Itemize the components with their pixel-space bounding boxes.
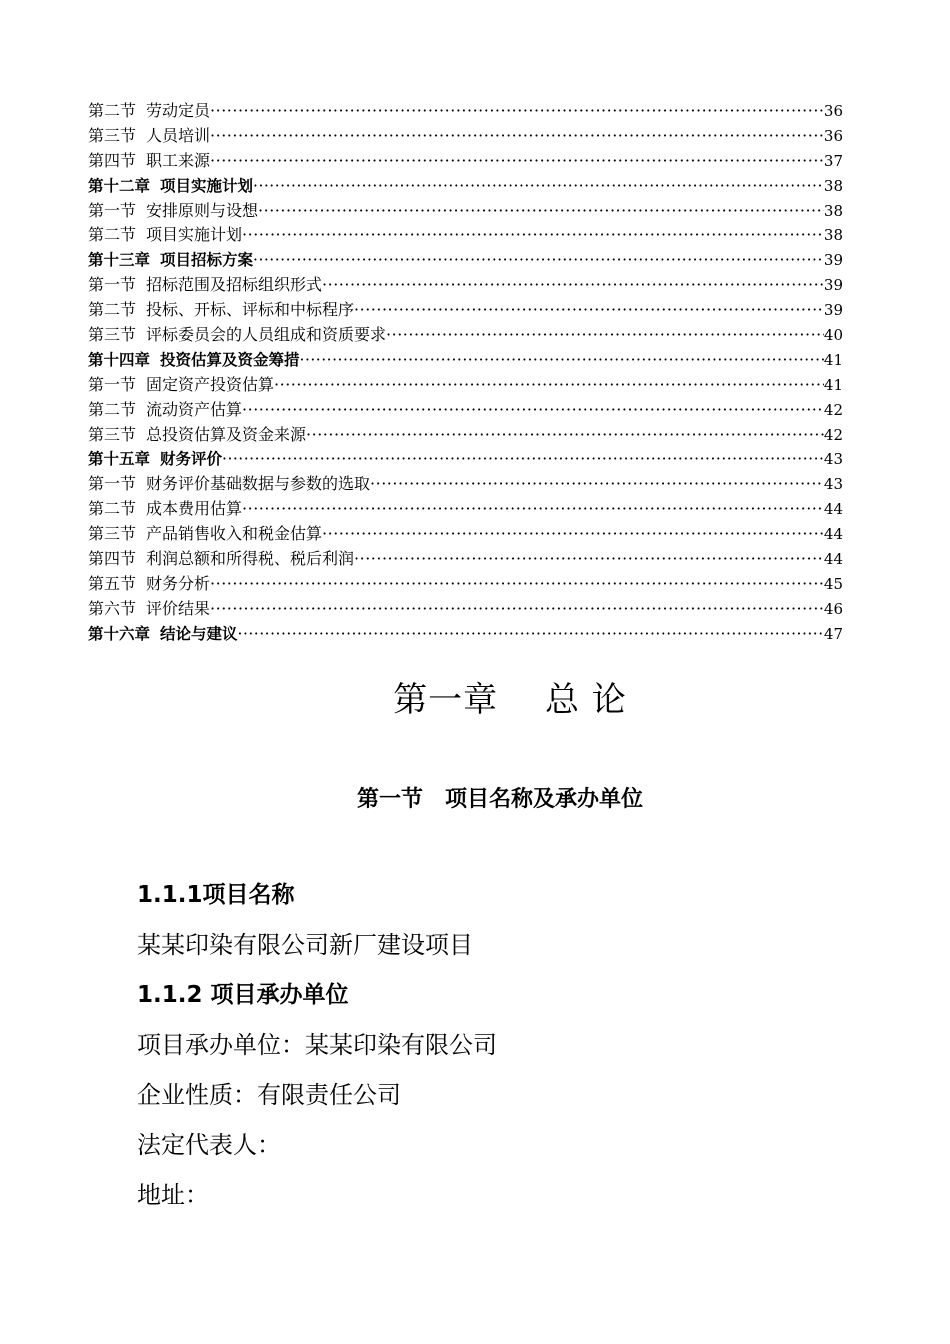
toc-chapter-entry [88, 248, 843, 273]
toc-page-number: 39 [823, 276, 843, 295]
toc-leader-dots [210, 572, 824, 597]
toc-leader-dots [354, 547, 824, 572]
toc-entry-title: 第十六章 结论与建议 [88, 624, 238, 643]
toc-entry-title: 第三节 产品销售收入和税金估算 [88, 524, 323, 544]
toc-page-number: 38 [823, 201, 843, 220]
toc-entry-title: 第二节 投标、开标、评标和中标程序 [88, 300, 355, 320]
toc-page-number: 38 [823, 226, 843, 245]
toc-page-number: 42 [823, 425, 843, 444]
toc-leader-dots [300, 348, 824, 373]
toc-leader-dots [238, 622, 824, 647]
toc-chapter-entry [88, 348, 843, 373]
paragraph-legal-rep: 法定代表人： [137, 1131, 281, 1159]
toc-section-entry [88, 223, 843, 248]
toc-entry-title: 第十二章 项目实施计划 [88, 176, 254, 195]
subheading-sponsor: 1.1.2 项目承办单位 [137, 982, 349, 1008]
toc-page-number: 37 [823, 151, 843, 170]
toc-section-entry [88, 522, 843, 547]
toc-leader-dots [253, 248, 824, 273]
toc-entry-title: 第四节 利润总额和所得税、税后利润 [88, 549, 355, 569]
toc-leader-dots [370, 472, 824, 497]
toc-leader-dots [242, 223, 824, 248]
toc-chapter-entry [88, 622, 843, 647]
toc-section-entry [88, 547, 843, 572]
toc-section-entry [88, 423, 843, 448]
toc-leader-dots [322, 522, 824, 547]
toc-entry-title: 第三节 总投资估算及资金来源 [88, 424, 307, 444]
toc-leader-dots [354, 298, 824, 323]
toc-section-entry [88, 597, 843, 622]
toc-section-entry [88, 99, 843, 124]
toc-section-entry [88, 472, 843, 497]
toc-page-number: 43 [823, 450, 843, 469]
toc-section-entry [88, 124, 843, 149]
toc-page-number: 41 [823, 350, 843, 369]
toc-leader-dots [258, 199, 824, 224]
paragraph-project-name: 某某印染有限公司新厂建设项目 [137, 931, 473, 959]
toc-entry-title: 第一节 招标范围及招标组织形式 [88, 275, 323, 295]
toc-page-number: 44 [823, 525, 843, 544]
toc-page-number: 42 [823, 400, 843, 419]
toc-leader-dots [210, 99, 824, 124]
toc-entry-title: 第一节 固定资产投资估算 [88, 374, 275, 394]
toc-leader-dots [210, 149, 824, 174]
toc-chapter-entry [88, 447, 843, 472]
toc-leader-dots [274, 373, 824, 398]
toc-section-entry [88, 298, 843, 323]
toc-section-entry [88, 497, 843, 522]
toc-leader-dots [210, 597, 824, 622]
toc-section-entry [88, 572, 843, 597]
toc-entry-title: 第一节 财务评价基础数据与参数的选取 [88, 474, 371, 494]
paragraph-address: 地址： [137, 1181, 209, 1209]
toc-page-number: 43 [823, 475, 843, 494]
toc-entry-title: 第二节 成本费用估算 [88, 499, 243, 519]
toc-entry-title: 第十三章 项目招标方案 [88, 251, 254, 270]
toc-entry-title: 第十四章 投资估算及资金筹措 [88, 350, 300, 369]
toc-entry-title: 第六节 评价结果 [88, 598, 211, 618]
toc-leader-dots [306, 423, 824, 448]
toc-entry-title: 第二节 项目实施计划 [88, 225, 243, 245]
toc-page-number: 45 [823, 574, 843, 593]
toc-page-number: 38 [823, 176, 843, 195]
toc-leader-dots [253, 174, 824, 199]
toc-page-number: 40 [823, 326, 843, 344]
toc-page-number: 39 [823, 301, 843, 320]
toc-entry-title: 第二节 流动资产估算 [88, 399, 243, 419]
toc-page-number: 41 [823, 375, 843, 394]
subheading-project-name: 1.1.1项目名称 [137, 882, 295, 908]
toc-entry-title: 第三节 评标委员会的人员组成和资质要求 [88, 325, 387, 344]
toc-entry-title: 第十五章 财务评价 [88, 450, 223, 469]
toc-section-entry [88, 199, 843, 224]
toc-leader-dots [222, 447, 824, 472]
toc-section-entry [88, 323, 843, 348]
toc-section-entry [88, 273, 843, 298]
paragraph-company-type: 企业性质：有限责任公司 [137, 1081, 401, 1109]
toc-entry-title: 第一节 安排原则与设想 [88, 200, 259, 220]
toc-page-number: 47 [823, 624, 843, 643]
toc-page-number: 39 [823, 251, 843, 270]
toc-leader-dots [322, 273, 824, 298]
toc-section-entry [88, 398, 843, 423]
chapter-title: 第一章 总 论 [393, 680, 627, 720]
toc-page-number: 44 [823, 500, 843, 519]
toc-entry-title: 第四节 职工来源 [88, 150, 211, 170]
toc-page-number: 44 [823, 550, 843, 569]
toc-page-number: 36 [823, 126, 843, 145]
toc-section-entry [88, 373, 843, 398]
table-of-contents [88, 99, 843, 647]
toc-chapter-entry [88, 174, 843, 199]
toc-entry-title: 第三节 人员培训 [88, 125, 211, 145]
toc-entry-title: 第五节 财务分析 [88, 573, 211, 593]
toc-entry-title: 第二节 劳动定员 [88, 100, 211, 120]
toc-leader-dots [386, 323, 824, 348]
paragraph-sponsor: 项目承办单位：某某印染有限公司 [137, 1031, 497, 1059]
toc-page-number: 36 [823, 101, 843, 120]
toc-leader-dots [242, 497, 824, 522]
toc-leader-dots [242, 398, 824, 423]
section-title: 第一节 项目名称及承办单位 [356, 787, 643, 812]
toc-page-number: 46 [823, 599, 843, 618]
toc-leader-dots [210, 124, 824, 149]
toc-section-entry [88, 149, 843, 174]
